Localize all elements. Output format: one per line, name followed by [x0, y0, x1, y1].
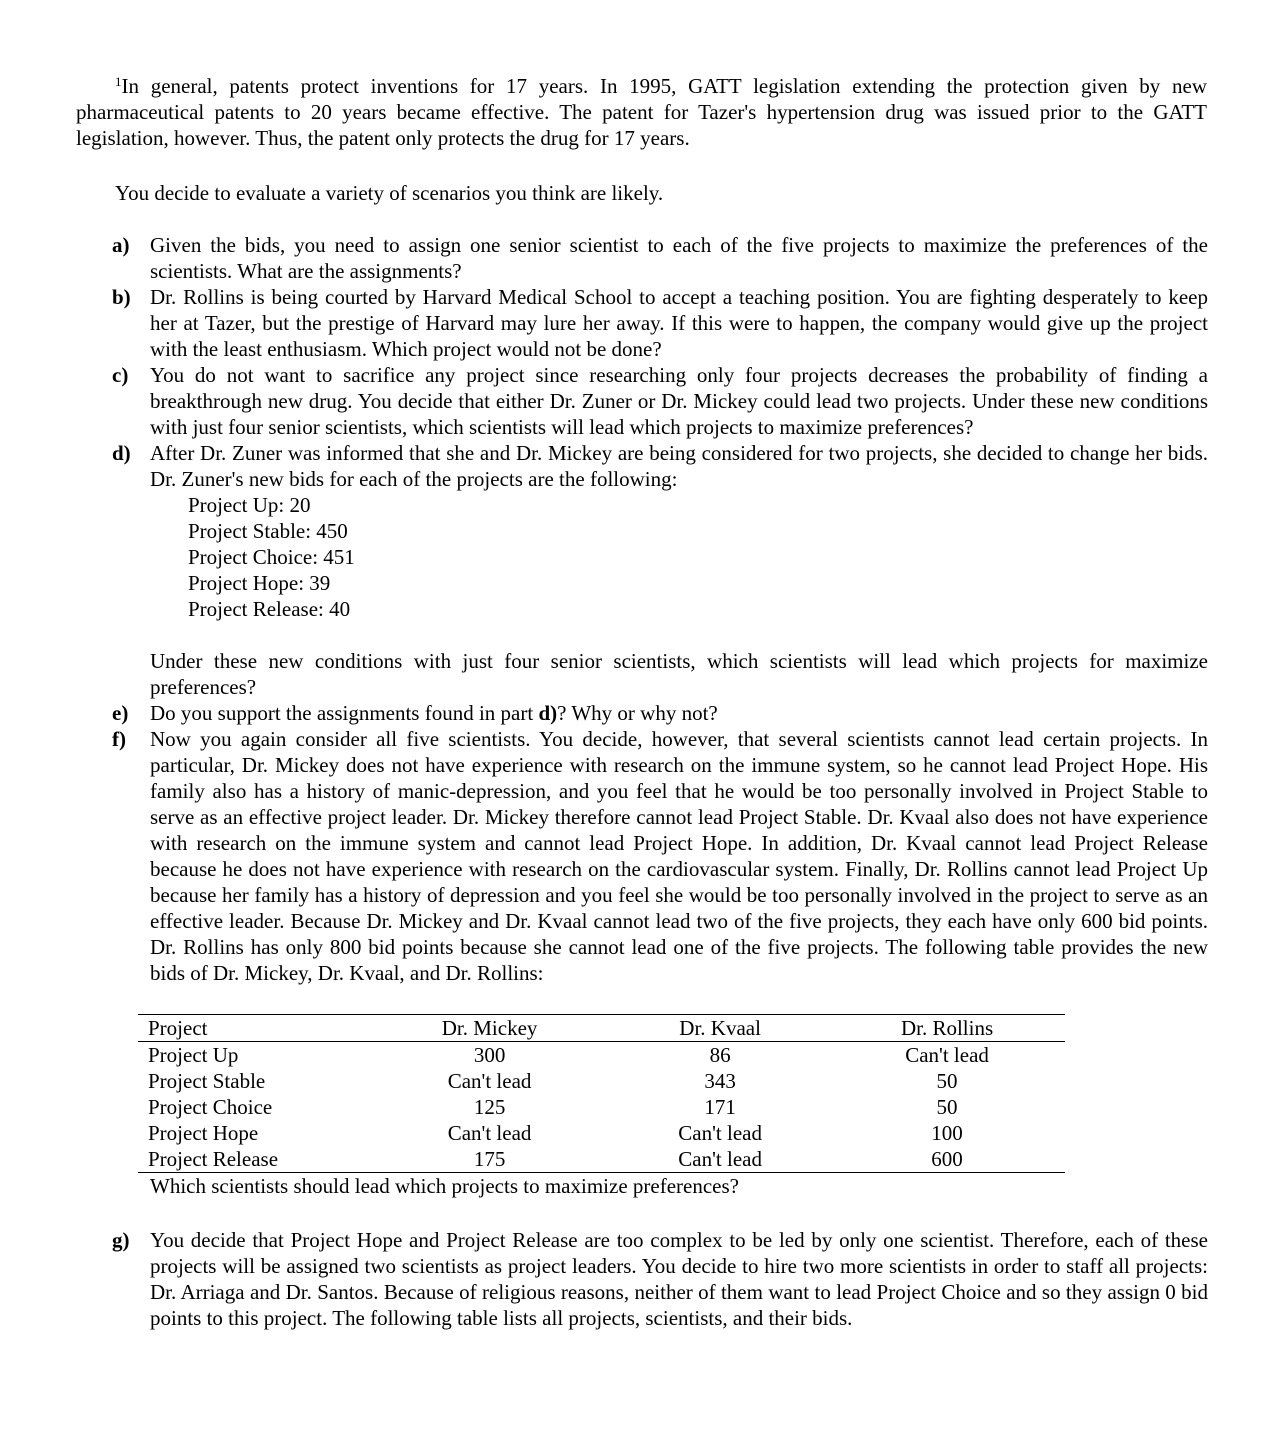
table-row	[138, 1094, 1065, 1120]
table-cell: Can't lead	[447, 1069, 532, 1093]
question-c	[112, 362, 1208, 440]
question-text: Now you again consider all five scientists. You decide, however, that several scientists cannot lead certain projects. In particular, Dr. Mickey does not have experience with research on the immune system, so he cannot lead Project Hope. His family also has a history of manic-depression, and you feel that he would be too personally involved in Project Stable to serve as an effective project leader. Dr. Mickey therefore cannot lead Project Stable. Dr. Kvaal also does not have experience with research on the immune system and cannot lead Project Hope. In addition, Dr. Kvaal cannot lead Project Release because he does not have experience with research on the cardiovascular system. Finally, Dr. Rollins cannot lead Project Up because her family has a history of depression and you feel she would be too personally involved in the project to serve as an effective leader. Because Dr. Mickey and Dr. Kvaal cannot lead two of the five projects, they each have only 600 bid points. Dr. Rollins has only 800 bid points because she cannot lead one of the five projects. The following table provides the new bids of Dr. Mickey, Dr. Kvaal, and Dr. Rollins:	[150, 727, 1208, 985]
question-text: Dr. Rollins is being courted by Harvard Medical School to accept a teaching position. You are fighting desperately to keep her at Tazer, but the prestige of Harvard may lure her away. If this were to happen, the company would give up the project with the least enthusiasm. Which project would not be done?	[150, 285, 1208, 361]
question-followup: Under these new conditions with just four senior scientists, which scientists will lead which projects for maximize preferences?	[150, 649, 1208, 699]
table-cell: 86	[709, 1043, 731, 1067]
question-d	[112, 440, 1208, 700]
bid-item: Project Up: 20	[188, 493, 311, 517]
table-row	[138, 1042, 1065, 1069]
table-cell: Can't lead	[447, 1121, 532, 1145]
table-cell: 600	[931, 1147, 963, 1171]
table-row	[138, 1068, 1065, 1094]
question-list	[112, 232, 1208, 1331]
question-g	[112, 1227, 1208, 1331]
bid-item: Project Release: 40	[188, 597, 351, 621]
question-e	[112, 700, 1208, 726]
table-cell: Can't lead	[678, 1121, 762, 1145]
table-cell: 175	[473, 1147, 506, 1171]
column-header: Dr. Mickey	[368, 1015, 611, 1042]
column-header: Dr. Kvaal	[611, 1015, 829, 1042]
table-cell: 50	[936, 1095, 958, 1119]
bid-item: Project Hope: 39	[188, 571, 331, 595]
footnote-marker: 1	[115, 74, 122, 89]
table-cell: 300	[473, 1043, 506, 1067]
table-cell: Project Choice	[148, 1095, 273, 1119]
question-text: After Dr. Zuner was informed that she and Dr. Mickey are being considered for two projects, she decided to change her bids. Dr. Zuner's new bids for each of the projects are the following:	[150, 441, 1208, 491]
table-row	[138, 1146, 1065, 1173]
question-text: Given the bids, you need to assign one senior scientist to each of the five projects to maximize the preferences of the scientists. What are the assignments?	[150, 233, 1208, 283]
column-header: Project	[138, 1015, 368, 1042]
intro-text: You decide to evaluate a variety of scenarios you think are likely.	[115, 181, 664, 205]
table-cell: Project Up	[148, 1043, 239, 1067]
bid-item: Project Choice: 451	[188, 545, 355, 569]
spacer	[150, 622, 1208, 648]
table-cell: 171	[704, 1095, 736, 1119]
question-label: b)	[112, 285, 131, 309]
question-label: c)	[112, 363, 129, 387]
question-text	[150, 700, 1208, 726]
table-cell: Project Hope	[148, 1121, 259, 1145]
table-header-row	[138, 1015, 1065, 1042]
table-cell: 125	[473, 1095, 506, 1119]
question-followup: Which scientists should lead which projects to maximize preferences?	[150, 1174, 739, 1198]
table-cell: 100	[931, 1121, 963, 1145]
question-b	[112, 284, 1208, 362]
table-row	[138, 1120, 1065, 1146]
table-cell: 50	[936, 1069, 958, 1093]
bid-item: Project Stable: 450	[188, 519, 348, 543]
column-header: Dr. Rollins	[829, 1015, 1065, 1042]
table-cell: Project Stable	[148, 1069, 266, 1093]
question-f	[112, 726, 1208, 1199]
table-cell: 343	[704, 1069, 736, 1093]
question-label: d)	[112, 441, 131, 465]
question-label: e)	[112, 701, 129, 725]
question-label: f)	[112, 727, 126, 751]
question-text: You decide that Project Hope and Project Release are too complex to be led by only one scientist. Therefore, each of these projects will be assigned two scientists as project leaders. You decide to hire two more scientists in order to staff all projects: Dr. Arriaga and Dr. Santos. Because of religious reasons, neither of them want to lead Project Choice and so they assign 0 bid points to this project. The following table lists all projects, scientists, and their bids.	[150, 1228, 1208, 1330]
question-a	[112, 232, 1208, 284]
table-cell: Project Release	[148, 1147, 279, 1171]
zuner-bid-list	[188, 492, 1208, 622]
bid-table	[138, 1014, 1065, 1173]
question-label: a)	[112, 233, 130, 257]
table-cell: Can't lead	[678, 1147, 762, 1171]
question-text: You do not want to sacrifice any project since researching only four projects decreases the probability of finding a breakthrough new drug. You decide that either Dr. Zuner or Dr. Mickey could lead two projects. Under these new conditions with just four senior scientists, which scientists will lead which projects to maximize preferences?	[150, 363, 1208, 439]
question-text-before: Do you support the assignments found in part	[150, 701, 539, 725]
table-cell: Can't lead	[905, 1043, 989, 1067]
question-text-after: ? Why or why not?	[557, 701, 718, 725]
footnote-text: In general, patents protect inventions for 17 years. In 1995, GATT legislation extending the protection given by new pharmaceutical patents to 20 years became effective. The patent for Tazer's hypertension drug was issued prior to the GATT legislation, however. Thus, the patent only protects the drug for 17 years.	[76, 74, 1207, 150]
footnote	[76, 73, 1207, 151]
part-reference: d)	[538, 701, 558, 725]
question-label: g)	[112, 1228, 130, 1252]
